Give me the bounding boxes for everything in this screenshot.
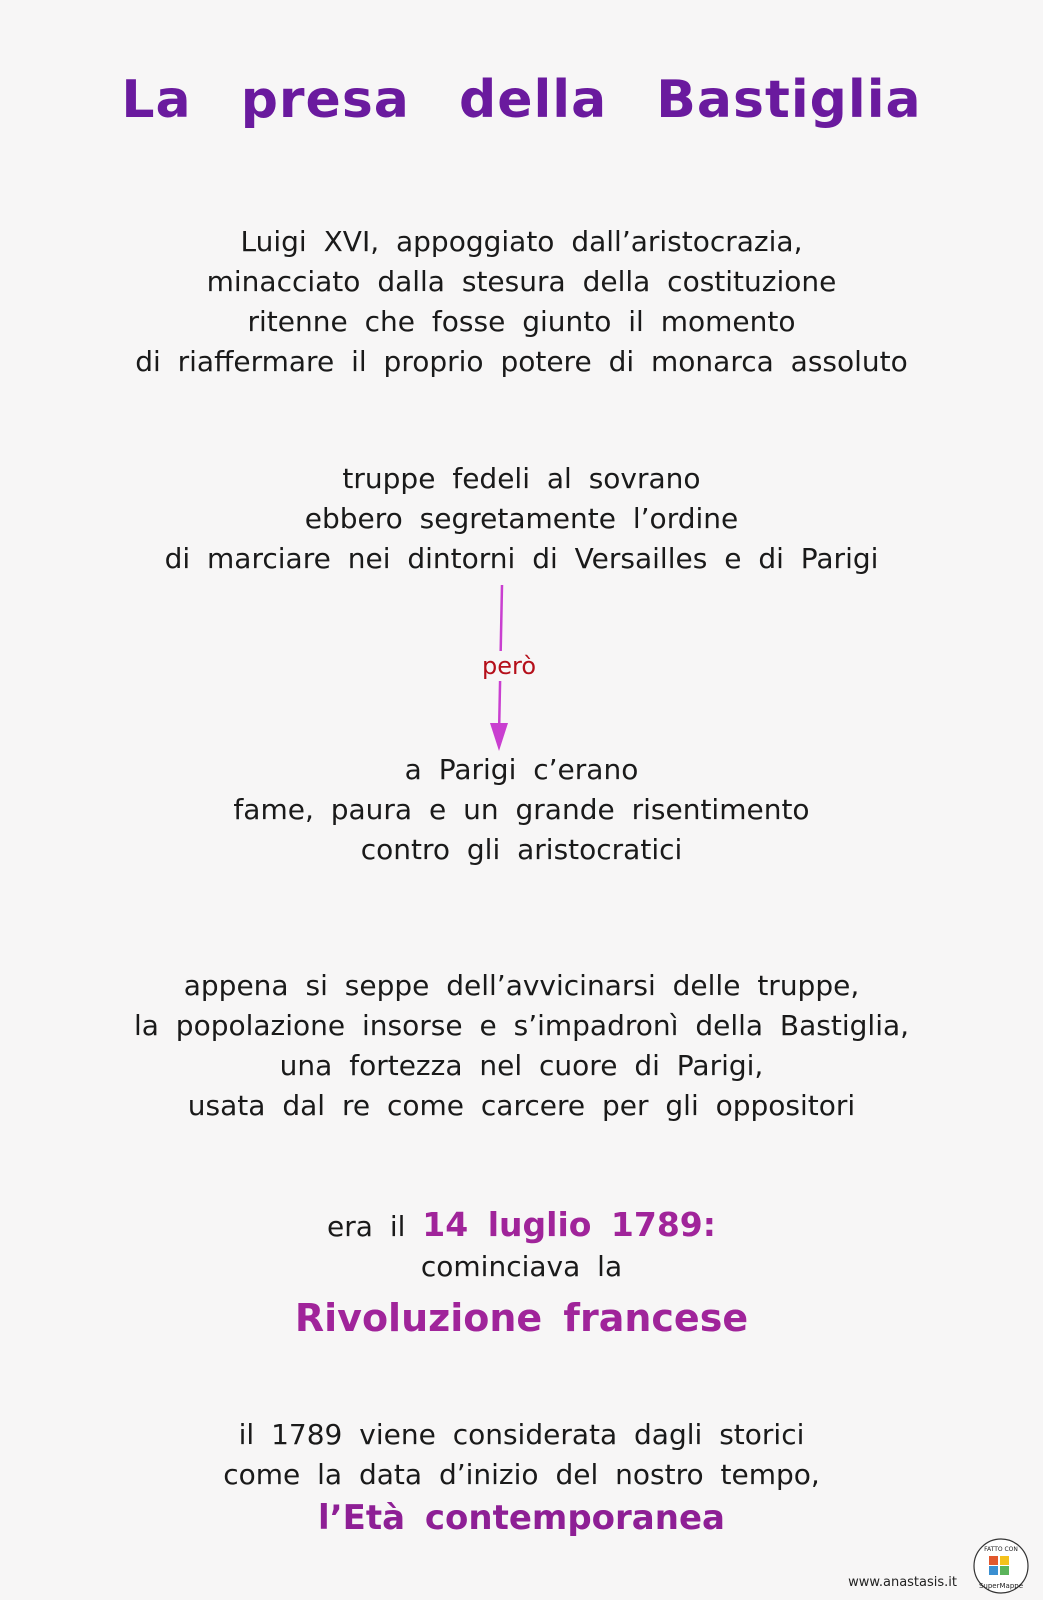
text-line: minacciato dalla stesura della costituzione (206, 265, 837, 298)
text-block-4 (0, 966, 1043, 1126)
text-block-2 (0, 459, 1043, 579)
date-highlight: 14 luglio 1789: (422, 1205, 716, 1244)
text-block-5 (0, 1205, 1043, 1345)
text-line: ebbero segretamente l’ordine (304, 502, 739, 535)
text-line: truppe fedeli al sovrano (342, 462, 701, 495)
text-line: fame, paura e un grande risentimento (233, 793, 810, 826)
era-highlight: l’Età contemporanea (318, 1498, 725, 1538)
text-line: a Parigi c’erano (404, 753, 639, 786)
text-line: contro gli aristocratici (360, 833, 683, 866)
text-line: ritenne che fosse giunto il momento (247, 305, 796, 338)
text-line: una fortezza nel cuore di Parigi, (279, 1049, 764, 1082)
text-line: di riaffermare il proprio potere di monarca assoluto (135, 345, 908, 378)
arrow-head (490, 723, 508, 751)
date-prefix: era il (327, 1210, 406, 1243)
text-line: cominciava la (420, 1250, 623, 1283)
text-line: Luigi XVI, appoggiato dall’aristocrazia, (240, 225, 803, 258)
page-title: La presa della Bastiglia (121, 70, 922, 130)
text-block-1 (0, 222, 1043, 382)
text-block-6 (0, 1415, 1043, 1541)
logo-text: FATTO CON (984, 1546, 1018, 1553)
text-line: come la data d’inizio del nostro tempo, (223, 1458, 820, 1491)
text-line: la popolazione insorse e s’impadronì della Bastiglia, (133, 1009, 910, 1042)
date-line (0, 1205, 1043, 1247)
supermappe-logo-icon (971, 1536, 1031, 1596)
logo-text: SuperMappe (978, 1582, 1024, 1590)
revolution-highlight: Rivoluzione francese (294, 1296, 749, 1340)
connector-label: però (474, 651, 544, 681)
text-line: usata dal re come carcere per gli oppositori (187, 1089, 856, 1122)
text-line: appena si seppe dell’avvicinarsi delle truppe, (183, 969, 860, 1002)
text-block-3 (0, 750, 1043, 870)
text-line: il 1789 viene considerata dagli storici (238, 1418, 805, 1451)
text-line: di marciare nei dintorni di Versailles e di Parigi (164, 542, 879, 575)
footer-url: www.anastasis.it (848, 1575, 957, 1590)
